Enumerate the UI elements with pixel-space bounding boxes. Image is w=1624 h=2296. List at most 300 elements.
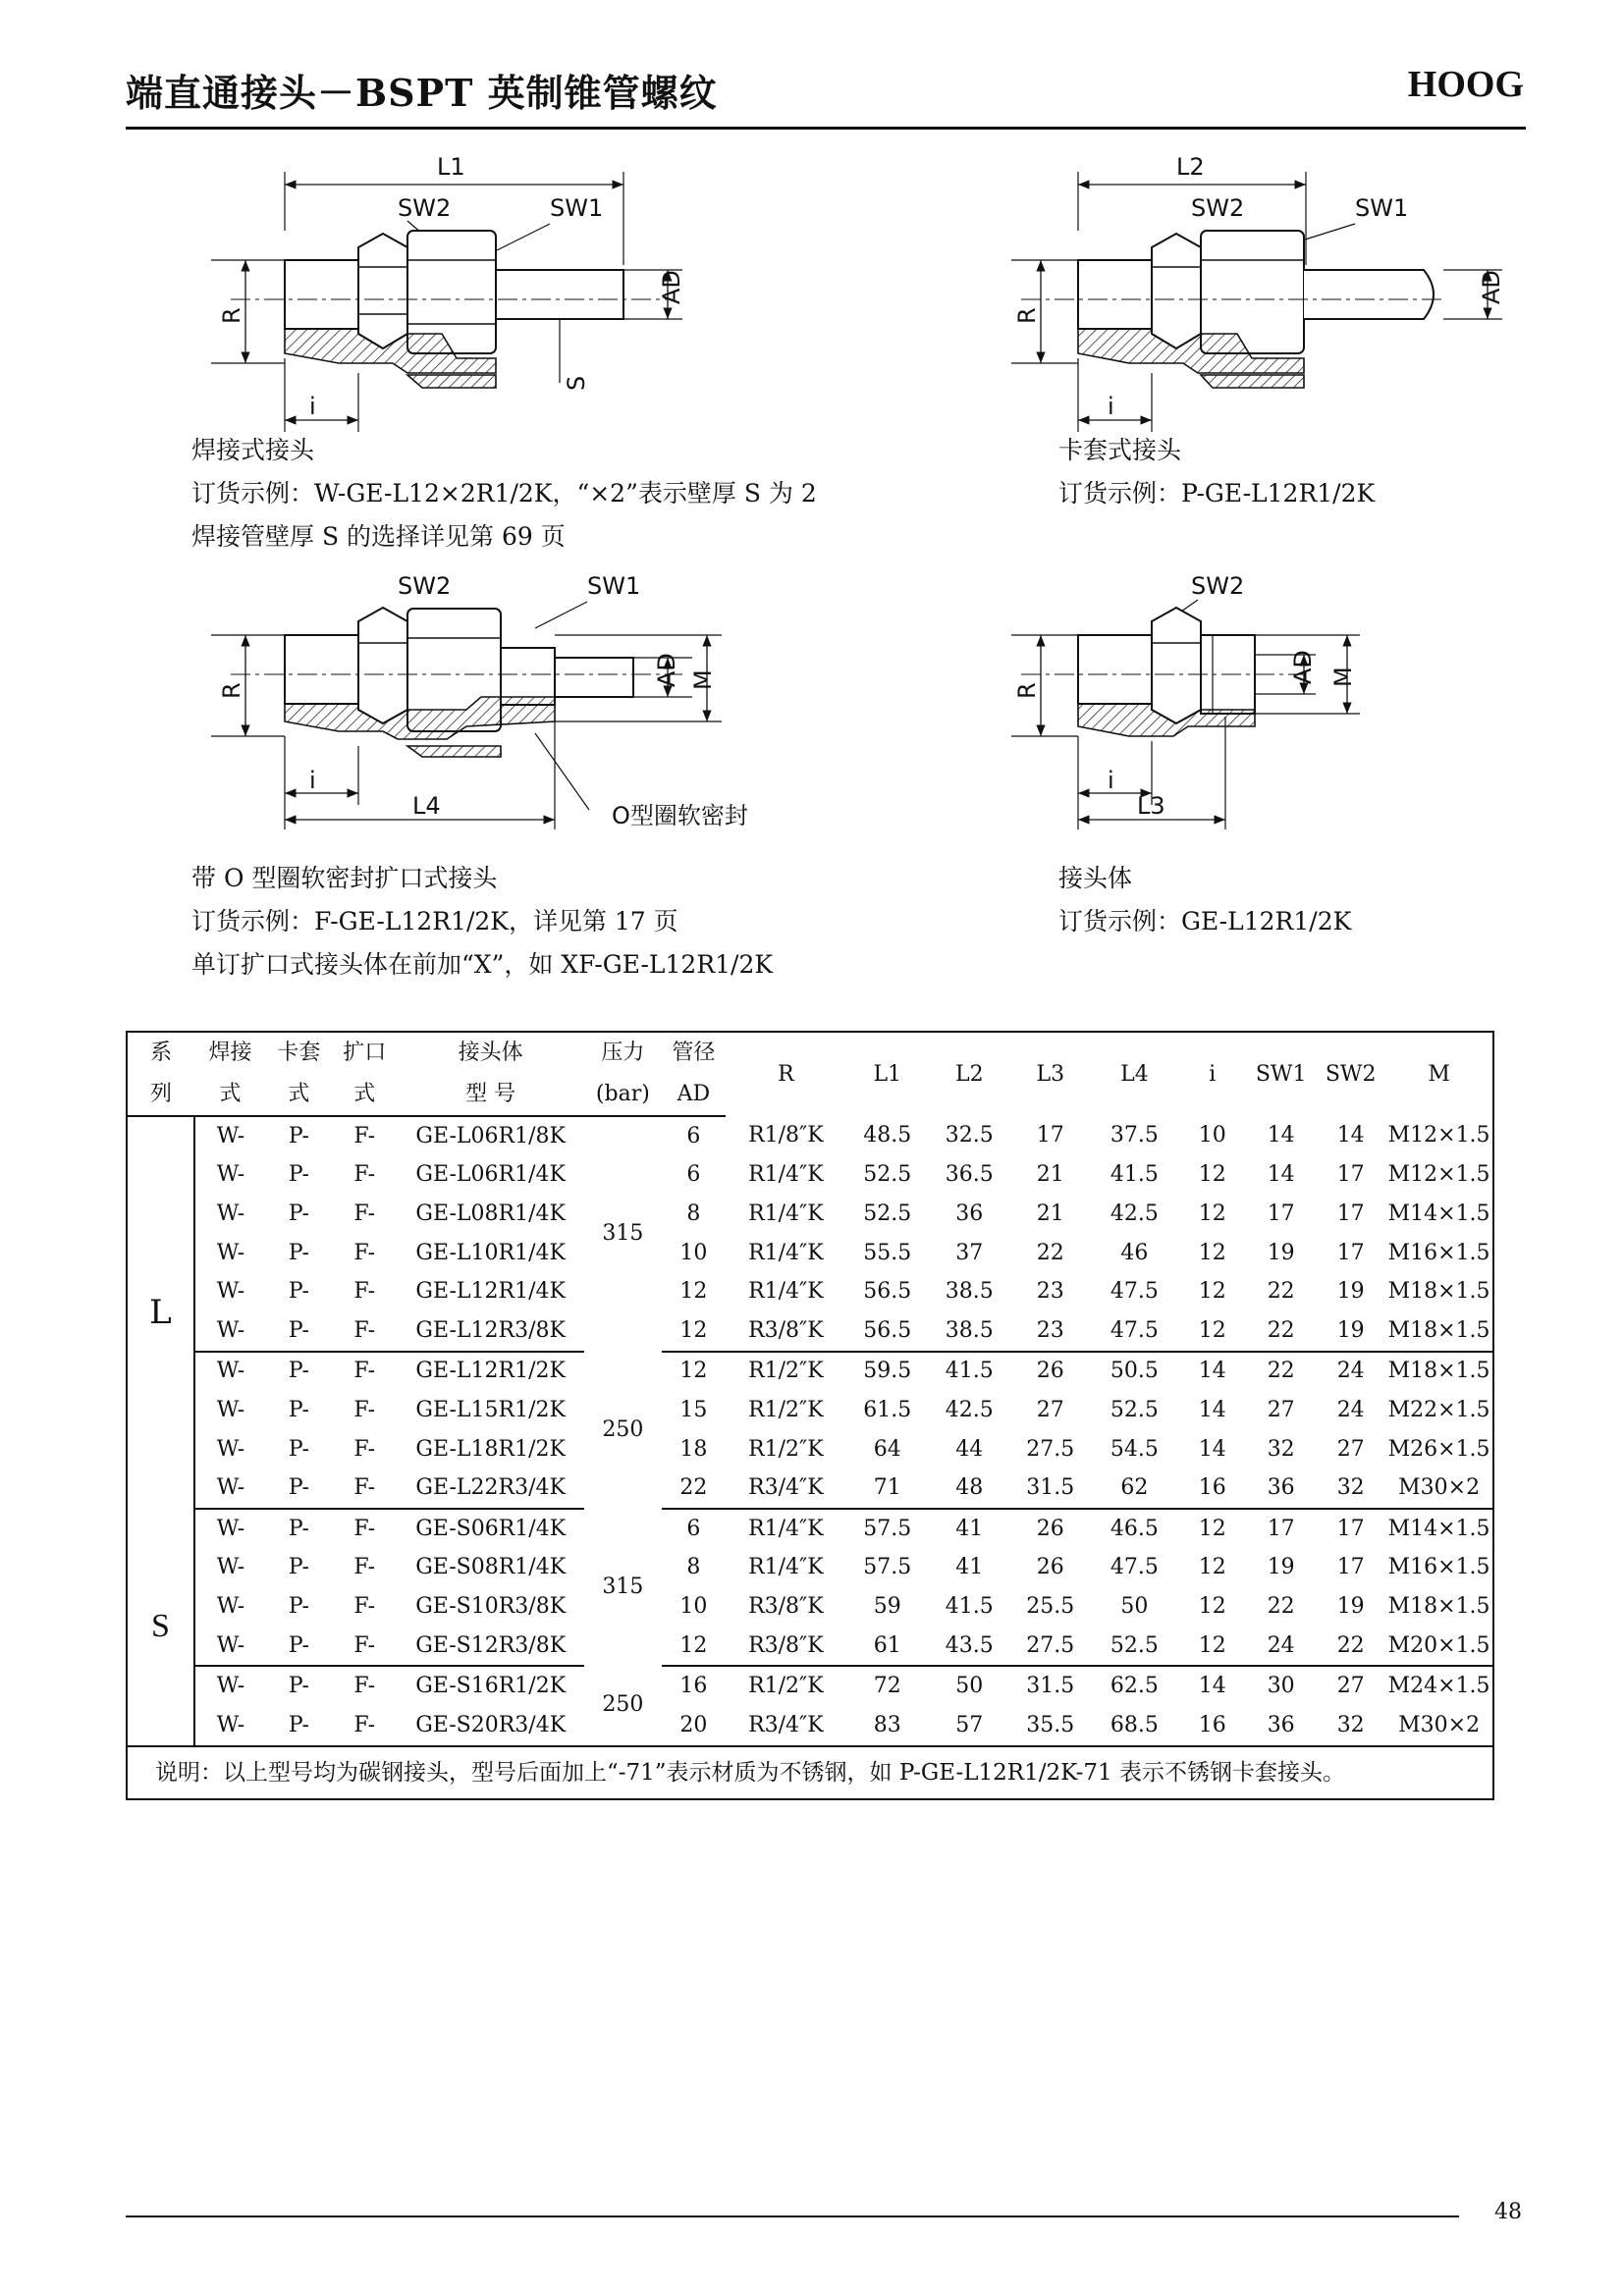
cell-l4: 50.5 — [1110, 1359, 1159, 1384]
header-series: 系 — [149, 1041, 172, 1065]
cell-model: GE-L06R1/8K — [415, 1123, 566, 1148]
cell-l1: 59 — [873, 1593, 901, 1619]
cell-l2: 36.5 — [945, 1162, 994, 1188]
cell-i: 12 — [1198, 1240, 1226, 1265]
cell-l1: 61 — [846, 1627, 929, 1667]
table-body — [127, 1116, 1493, 1799]
weld-fitting-note: 焊接管壁厚 S 的选择详见第 69 页 — [191, 522, 566, 551]
cell-sw2: 19 — [1316, 1311, 1385, 1352]
dimension-l3-label: L3 — [1137, 792, 1165, 820]
cell-w: W- — [216, 1359, 245, 1384]
table-row — [127, 1468, 1493, 1509]
cell-l1: 56.5 — [863, 1279, 912, 1305]
cell-w: W- — [216, 1123, 245, 1148]
header-ferrule: 卡套 — [277, 1041, 321, 1065]
cell-f: F- — [353, 1593, 376, 1619]
cell-sw2: 17 — [1336, 1240, 1365, 1265]
m-label: M — [1329, 667, 1357, 687]
cell-sw1: 17 — [1267, 1201, 1295, 1226]
cell-i: 12 — [1198, 1555, 1226, 1580]
fitting-body-order-example: 订货示例：GE-L12R1/2K — [1058, 907, 1352, 935]
cell-r: R3/8″K — [748, 1593, 824, 1619]
cell-w: W- — [216, 1397, 245, 1422]
ad-label: AD — [653, 653, 680, 687]
cell-l2: 57 — [955, 1712, 984, 1737]
header-weld-2: 式 — [194, 1074, 266, 1116]
cell-model: GE-L22R3/4K — [398, 1468, 584, 1509]
cell-m: M16×1.5 — [1387, 1555, 1490, 1580]
cell-model: GE-L06R1/4K — [415, 1162, 566, 1188]
cell-i: 14 — [1198, 1436, 1226, 1462]
cell-l3: 35.5 — [1026, 1712, 1075, 1737]
r-label: R — [1013, 307, 1041, 324]
cell-p: P- — [288, 1674, 309, 1699]
cell-sw2: 27 — [1336, 1674, 1365, 1699]
cell-f: F- — [353, 1359, 376, 1384]
cell-l1: 64 — [873, 1436, 901, 1462]
header-pressure-2: (bar) — [584, 1074, 662, 1116]
cell-sw1: 14 — [1267, 1162, 1295, 1188]
cell-r: R1/2″K — [748, 1397, 824, 1422]
cell-ad: 10 — [679, 1240, 708, 1265]
cell-sw2: 32 — [1336, 1712, 1365, 1737]
table-row — [127, 1116, 1493, 1156]
cell-l1: 83 — [873, 1712, 901, 1737]
cell-sw1: 22 — [1246, 1311, 1316, 1352]
cell-ad: 15 — [679, 1397, 708, 1422]
cell-sw2: 17 — [1336, 1555, 1365, 1580]
cell-sw1: 19 — [1267, 1240, 1295, 1265]
cell-ad: 6 — [686, 1123, 701, 1148]
cell-i: 16 — [1178, 1468, 1246, 1509]
cell-r: R1/2″K — [748, 1674, 824, 1699]
cell-sw2: 19 — [1336, 1593, 1365, 1619]
cell-l3: 31.5 — [1026, 1674, 1075, 1699]
cell-r: R1/4″K — [748, 1279, 824, 1305]
cell-l4: 47.5 — [1090, 1311, 1178, 1352]
header-l3: L3 — [1036, 1061, 1065, 1087]
cell-m: M30×2 — [1385, 1468, 1493, 1509]
ad-label: AD — [658, 270, 685, 304]
cell-w: W- — [194, 1468, 266, 1509]
cell-r: R1/4″K — [748, 1162, 824, 1188]
cell-l1: 48.5 — [863, 1123, 912, 1148]
cell-p: P- — [288, 1516, 309, 1541]
cell-f: F- — [332, 1468, 398, 1509]
i-label: i — [1108, 393, 1114, 420]
table-row — [127, 1391, 1493, 1430]
cell-l2: 42.5 — [945, 1397, 994, 1422]
cell-sw1: 36 — [1246, 1468, 1316, 1509]
cell-sw2: 19 — [1336, 1279, 1365, 1305]
cell-m: M18×1.5 — [1387, 1279, 1490, 1305]
cell-f: F- — [353, 1279, 376, 1305]
sw2-label: SW2 — [398, 572, 452, 600]
cell-l4: 52.5 — [1110, 1397, 1159, 1422]
series-cell: S — [127, 1509, 194, 1746]
cell-m: M18×1.5 — [1387, 1593, 1490, 1619]
cell-l3: 27.5 — [1010, 1627, 1090, 1667]
cell-l4: 46.5 — [1110, 1516, 1159, 1541]
dimension-l2-label: L2 — [1176, 153, 1205, 181]
cell-m: M14×1.5 — [1387, 1516, 1490, 1541]
flared-fitting-note: 单订扩口式接头体在前加“X”，如 XF-GE-L12R1/2K — [191, 950, 774, 979]
header-r: R — [778, 1061, 794, 1087]
s-label: S — [563, 375, 590, 391]
cell-i: 12 — [1198, 1201, 1226, 1226]
cell-w: W- — [216, 1240, 245, 1265]
figure-flared-fitting — [211, 564, 781, 839]
cell-l4: 50 — [1120, 1593, 1149, 1619]
table-row — [127, 1587, 1493, 1627]
cell-w: W- — [216, 1712, 245, 1737]
fitting-body-name: 接头体 — [1058, 864, 1133, 892]
page-number: 48 — [1494, 2200, 1522, 2224]
sw1-label: SW1 — [1355, 194, 1409, 222]
cell-model: GE-S20R3/4K — [415, 1712, 567, 1737]
cell-sw1: 27 — [1267, 1397, 1295, 1422]
cell-m: M24×1.5 — [1387, 1674, 1490, 1699]
header-flare: 扩口 — [343, 1041, 387, 1065]
i-label: i — [309, 767, 316, 794]
cell-sw1: 19 — [1267, 1555, 1295, 1580]
dimension-l4-label: L4 — [412, 792, 441, 820]
table-row — [127, 1549, 1493, 1588]
cell-w: W- — [216, 1593, 245, 1619]
cell-sw2: 22 — [1316, 1627, 1385, 1667]
cell-model: GE-L12R1/2K — [415, 1359, 566, 1384]
r-label: R — [1013, 682, 1041, 699]
cell-model: GE-L12R3/8K — [398, 1311, 584, 1352]
cell-r: R1/4″K — [748, 1201, 824, 1226]
cell-r: R3/4″K — [748, 1712, 824, 1737]
footer-divider — [126, 2216, 1459, 2217]
cell-f: F- — [353, 1674, 376, 1699]
table-row — [127, 1352, 1493, 1392]
cell-l3: 25.5 — [1026, 1593, 1075, 1619]
cell-sw2: 14 — [1336, 1123, 1365, 1148]
o-ring-seal-label: O型圈软密封 — [612, 802, 748, 829]
cell-sw1: 22 — [1267, 1593, 1295, 1619]
cell-w: W- — [216, 1516, 245, 1541]
fitting-body-caption — [1058, 857, 1351, 943]
table-row — [127, 1234, 1493, 1273]
cell-l2: 36 — [955, 1201, 984, 1226]
cell-l3: 26 — [1036, 1555, 1064, 1580]
table-row — [127, 1272, 1493, 1311]
cell-i: 12 — [1178, 1311, 1246, 1352]
r-label: R — [218, 307, 245, 324]
cell-model: GE-L10R1/4K — [415, 1240, 566, 1265]
ad-label: AD — [1289, 650, 1317, 684]
flared-fitting-name: 带 O 型圈软密封扩口式接头 — [191, 864, 498, 892]
cell-l2: 41 — [955, 1555, 984, 1580]
header-pressure: 压力 — [601, 1041, 645, 1065]
cell-f: F- — [353, 1162, 376, 1188]
cell-model: GE-S12R3/8K — [398, 1627, 584, 1667]
flared-fitting-caption — [191, 857, 773, 987]
cell-model: GE-S08R1/4K — [415, 1555, 567, 1580]
cell-p: P- — [288, 1359, 309, 1384]
cell-m: M18×1.5 — [1385, 1311, 1493, 1352]
cell-m: M14×1.5 — [1387, 1201, 1490, 1226]
specification-table — [126, 1031, 1494, 1800]
cell-sw1: 17 — [1267, 1516, 1295, 1541]
cell-p: P- — [288, 1593, 309, 1619]
cell-i: 12 — [1178, 1627, 1246, 1667]
table-row — [127, 1311, 1493, 1352]
cell-sw2: 17 — [1336, 1516, 1365, 1541]
cell-p: P- — [288, 1279, 309, 1305]
cell-w: W- — [216, 1555, 245, 1580]
header-l4: L4 — [1120, 1061, 1149, 1087]
cell-f: F- — [353, 1555, 376, 1580]
cell-l1: 52.5 — [863, 1201, 912, 1226]
table-row — [127, 1509, 1493, 1549]
flared-fitting-order-example: 订货示例：F-GE-L12R1/2K，详见第 17 页 — [191, 907, 678, 935]
i-label: i — [309, 393, 316, 420]
cell-sw2: 17 — [1336, 1162, 1365, 1188]
cell-w: W- — [216, 1279, 245, 1305]
cell-r: R1/4″K — [748, 1240, 824, 1265]
table-note: 说明：以上型号均为碳钢接头，型号后面加上“-71”表示材质为不锈钢，如 P-GE-L12R1/2K-71 表示不锈钢卡套接头。 — [127, 1746, 1493, 1799]
table-row — [127, 1195, 1493, 1234]
weld-fitting-drawing — [211, 147, 761, 432]
cell-i: 10 — [1198, 1123, 1226, 1148]
cell-w: W- — [216, 1436, 245, 1462]
cell-l4: 46 — [1120, 1240, 1149, 1265]
cell-f: F- — [353, 1123, 376, 1148]
cell-l3: 31.5 — [1010, 1468, 1090, 1509]
cell-model: GE-L18R1/2K — [415, 1436, 566, 1462]
cell-l1: 61.5 — [863, 1397, 912, 1422]
figure-ferrule-fitting — [1011, 147, 1522, 432]
cell-r: R1/2″K — [748, 1436, 824, 1462]
cell-r: R1/4″K — [748, 1516, 824, 1541]
cell-f: F- — [332, 1627, 398, 1667]
weld-fitting-order-example: 订货示例：W-GE-L12×2R1/2K，“×2”表示壁厚 S 为 2 — [191, 479, 817, 507]
cell-f: F- — [353, 1516, 376, 1541]
cell-r: R3/4″K — [726, 1468, 846, 1509]
header-ad: 管径 — [672, 1041, 716, 1065]
cell-sw1: 14 — [1267, 1123, 1295, 1148]
cell-l3: 17 — [1036, 1123, 1064, 1148]
cell-i: 14 — [1198, 1674, 1226, 1699]
cell-m: M16×1.5 — [1387, 1240, 1490, 1265]
cell-f: F- — [353, 1712, 376, 1737]
cell-i: 12 — [1198, 1593, 1226, 1619]
cell-r: R1/8″K — [748, 1123, 824, 1148]
cell-l3: 22 — [1036, 1240, 1064, 1265]
cell-l1: 59.5 — [863, 1359, 912, 1384]
sw2-label: SW2 — [1191, 572, 1245, 600]
cell-p: P- — [288, 1397, 309, 1422]
cell-l2: 48 — [929, 1468, 1011, 1509]
cell-f: F- — [332, 1311, 398, 1352]
header-weld: 焊接 — [208, 1041, 252, 1065]
header-series-2: 列 — [127, 1074, 194, 1116]
cell-m: M18×1.5 — [1387, 1359, 1490, 1384]
cell-sw2: 24 — [1336, 1397, 1365, 1422]
cell-l4: 41.5 — [1110, 1162, 1159, 1188]
ferrule-fitting-name: 卡套式接头 — [1058, 436, 1182, 464]
header-body-model: 接头体 — [458, 1041, 523, 1065]
cell-sw1: 32 — [1267, 1436, 1295, 1462]
pressure-cell: 250 — [602, 1692, 644, 1718]
cell-l1: 52.5 — [863, 1162, 912, 1188]
table-header — [127, 1032, 1493, 1116]
cell-model: GE-S06R1/4K — [415, 1516, 567, 1541]
cell-l4: 68.5 — [1110, 1712, 1159, 1737]
cell-sw1: 22 — [1267, 1359, 1295, 1384]
cell-l4: 62 — [1090, 1468, 1178, 1509]
cell-w: W- — [216, 1162, 245, 1188]
cell-sw2: 27 — [1336, 1436, 1365, 1462]
header-l1: L1 — [873, 1061, 902, 1087]
cell-sw1: 24 — [1246, 1627, 1316, 1667]
cell-sw2: 32 — [1316, 1468, 1385, 1509]
ferrule-fitting-caption — [1058, 429, 1375, 515]
header-flare-2: 式 — [332, 1074, 398, 1116]
cell-p: P- — [288, 1436, 309, 1462]
table-row — [127, 1666, 1493, 1706]
page-title: 端直通接头－BSPT 英制锥管螺纹 — [126, 71, 718, 115]
cell-model: GE-S10R3/8K — [415, 1593, 567, 1619]
brand-logo-text: HOOG — [1407, 64, 1524, 105]
cell-sw2: 17 — [1336, 1201, 1365, 1226]
header-body-model-2: 型 号 — [398, 1074, 584, 1116]
figure-weld-fitting — [211, 147, 761, 432]
cell-f: F- — [353, 1436, 376, 1462]
cell-l2: 41.5 — [945, 1359, 994, 1384]
cell-l3: 27.5 — [1026, 1436, 1075, 1462]
cell-r: R1/4″K — [748, 1555, 824, 1580]
cell-l1: 57.5 — [863, 1555, 912, 1580]
table-row — [127, 1430, 1493, 1469]
cell-ad: 12 — [662, 1311, 726, 1352]
cell-model: GE-L15R1/2K — [415, 1397, 566, 1422]
cell-m: M26×1.5 — [1387, 1436, 1490, 1462]
cell-ad: 16 — [679, 1674, 708, 1699]
cell-l1: 72 — [873, 1674, 901, 1699]
cell-l3: 21 — [1036, 1162, 1064, 1188]
cell-l4: 47.5 — [1110, 1279, 1159, 1305]
cell-l1: 57.5 — [863, 1516, 912, 1541]
cell-ad: 10 — [679, 1593, 708, 1619]
cell-model: GE-L08R1/4K — [415, 1201, 566, 1226]
cell-f: F- — [353, 1397, 376, 1422]
cell-m: M20×1.5 — [1385, 1627, 1493, 1667]
cell-l2: 43.5 — [929, 1627, 1011, 1667]
pressure-cell: 315 — [602, 1221, 644, 1247]
cell-ad: 18 — [679, 1436, 708, 1462]
header-sw2: SW2 — [1325, 1061, 1377, 1087]
cell-l1: 71 — [846, 1468, 929, 1509]
cell-p: P- — [288, 1201, 309, 1226]
header-sw1: SW1 — [1255, 1061, 1307, 1087]
cell-p: P- — [288, 1123, 309, 1148]
header-ad-2: AD — [662, 1074, 726, 1116]
header-divider — [126, 127, 1526, 130]
cell-p: P- — [288, 1162, 309, 1188]
cell-ad: 12 — [679, 1279, 708, 1305]
cell-w: W- — [216, 1674, 245, 1699]
ferrule-fitting-drawing — [1011, 147, 1522, 432]
cell-l2: 41 — [955, 1516, 984, 1541]
cell-w: W- — [216, 1201, 245, 1226]
cell-l2: 50 — [955, 1674, 984, 1699]
cell-l3: 21 — [1036, 1201, 1064, 1226]
cell-i: 12 — [1198, 1279, 1226, 1305]
cell-l4: 42.5 — [1110, 1201, 1159, 1226]
cell-l4: 47.5 — [1110, 1555, 1159, 1580]
cell-ad: 12 — [662, 1627, 726, 1667]
cell-ad: 12 — [679, 1359, 708, 1384]
cell-p: P- — [266, 1627, 332, 1667]
pressure-cell: 315 — [602, 1575, 644, 1600]
cell-l4: 62.5 — [1110, 1674, 1159, 1699]
table-row — [127, 1627, 1493, 1667]
header-l2: L2 — [954, 1061, 984, 1087]
table-note-row — [127, 1746, 1493, 1799]
cell-i: 14 — [1198, 1359, 1226, 1384]
weld-fitting-name: 焊接式接头 — [191, 436, 315, 464]
cell-sw1: 36 — [1267, 1712, 1295, 1737]
cell-p: P- — [288, 1555, 309, 1580]
ad-label: AD — [1478, 270, 1505, 304]
cell-m: M12×1.5 — [1387, 1123, 1490, 1148]
series-cell: L — [127, 1116, 194, 1509]
cell-i: 12 — [1198, 1516, 1226, 1541]
r-label: R — [218, 682, 245, 699]
cell-l2: 32.5 — [945, 1123, 994, 1148]
cell-l1: 56.5 — [846, 1311, 929, 1352]
cell-f: F- — [353, 1201, 376, 1226]
cell-ad: 22 — [662, 1468, 726, 1509]
cell-l2: 37 — [955, 1240, 984, 1265]
cell-sw1: 22 — [1267, 1279, 1295, 1305]
cell-f: F- — [353, 1240, 376, 1265]
table-row — [127, 1156, 1493, 1196]
cell-p: P- — [266, 1468, 332, 1509]
cell-i: 16 — [1198, 1712, 1226, 1737]
header-i: i — [1209, 1061, 1217, 1087]
cell-w: W- — [194, 1627, 266, 1667]
cell-l4: 52.5 — [1090, 1627, 1178, 1667]
cell-ad: 6 — [686, 1162, 701, 1188]
header-m: M — [1428, 1061, 1450, 1087]
cell-l3: 23 — [1010, 1311, 1090, 1352]
sw2-label: SW2 — [1191, 194, 1245, 222]
cell-p: P- — [288, 1712, 309, 1737]
cell-l2: 38.5 — [945, 1279, 994, 1305]
cell-l3: 23 — [1036, 1279, 1064, 1305]
cell-l3: 26 — [1036, 1359, 1064, 1384]
i-label: i — [1108, 767, 1114, 794]
cell-sw2: 24 — [1336, 1359, 1365, 1384]
figure-fitting-body — [1011, 564, 1424, 839]
cell-p: P- — [266, 1311, 332, 1352]
cell-sw1: 30 — [1267, 1674, 1295, 1699]
pressure-cell: 250 — [602, 1416, 644, 1442]
cell-l3: 27 — [1036, 1397, 1064, 1422]
cell-i: 12 — [1198, 1162, 1226, 1188]
cell-p: P- — [288, 1240, 309, 1265]
fitting-body-drawing — [1011, 564, 1424, 839]
cell-ad: 20 — [679, 1712, 708, 1737]
header-ferrule-2: 式 — [266, 1074, 332, 1116]
cell-r: R1/2″K — [748, 1359, 824, 1384]
